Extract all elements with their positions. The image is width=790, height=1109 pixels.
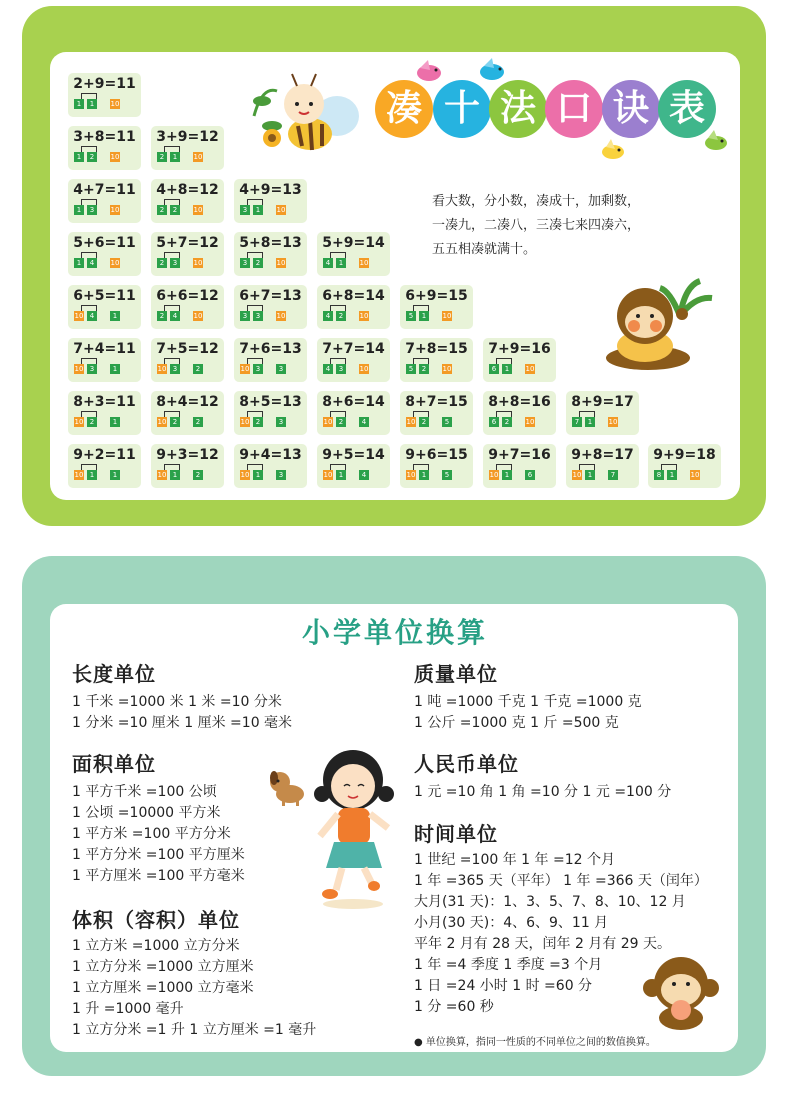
number-square: 10 [276,206,286,214]
conversion-line: 1 世纪 =100 年 1 年 =12 个月 [414,852,615,868]
number-square: 10 [110,153,120,161]
addition-cell [400,444,473,488]
dog-illustration [268,766,308,806]
addition-cell [234,285,307,329]
conversion-line: 1 年 =4 季度 1 季度 =3 个月 [414,957,603,973]
number-square: 1 [336,470,346,480]
number-square: 4 [87,258,97,268]
monkey-illustration [636,952,728,1032]
time-section-title: 时间单位 [414,818,498,847]
number-square: 4 [323,311,333,321]
number-square: 10 [157,418,167,426]
addition-cell [234,391,307,435]
number-square: 10 [110,206,120,214]
equation: 7+9=16 [488,341,551,357]
number-square: 10 [359,259,369,267]
number-square: 4 [359,470,369,480]
addition-cell [234,232,307,276]
equation: 7+5=12 [156,341,219,357]
equation: 4+8=12 [156,182,219,198]
conversion-line: 平年 2 月有 28 天，闰年 2 月有 29 天。 [414,936,672,952]
number-square: 10 [193,259,203,267]
money-section-title: 人民币单位 [414,748,519,777]
number-square: 3 [240,205,250,215]
number-square: 1 [74,99,84,109]
addition-cell [317,444,390,488]
number-square: 1 [336,258,346,268]
number-square: 1 [110,311,120,321]
addition-cell [234,338,307,382]
equation: 2+9=11 [73,76,136,92]
number-square: 2 [253,258,263,268]
addition-cell [151,444,224,488]
number-square: 1 [87,470,97,480]
number-square: 10 [74,365,84,373]
number-square: 10 [442,312,452,320]
number-square: 10 [690,471,700,479]
conversion-line: 1 元 =10 角 1 角 =10 分 1 元 =100 分 [414,784,672,800]
volume-section-title: 体积（容积）单位 [72,904,240,933]
equation: 4+7=11 [73,182,136,198]
addition-cell [234,179,307,223]
bird-icon [414,58,444,84]
title-char: 口 [545,80,603,138]
addition-cell [68,338,141,382]
number-square: 4 [170,311,180,321]
number-square: 6 [489,417,499,427]
number-square: 1 [253,470,263,480]
addition-cell [151,232,224,276]
number-square: 7 [608,470,618,480]
equation: 9+3=12 [156,447,219,463]
equation: 9+4=13 [239,447,302,463]
number-square: 3 [170,364,180,374]
equation: 9+9=18 [653,447,716,463]
conversion-line: 1 立方分米 =1 升 1 立方厘米 =1 毫升 [72,1022,317,1038]
equation: 8+8=16 [488,394,551,410]
number-square: 8 [654,470,664,480]
conversion-line: 1 升 =1000 毫升 [72,1001,184,1017]
number-square: 3 [336,364,346,374]
equation: 5+9=14 [322,235,385,251]
conversion-line: 1 立方米 =1000 立方分米 [72,938,240,954]
number-square: 10 [323,471,333,479]
conversion-line: 1 平方千米 =100 公顷 [72,784,217,800]
number-square: 2 [157,311,167,321]
conversion-line: 1 公斤 =1000 克 1 斤 =500 克 [414,715,619,731]
addition-cell [68,126,141,170]
number-square: 3 [253,364,263,374]
number-square: 10 [157,471,167,479]
equation: 8+9=17 [571,394,634,410]
number-square: 10 [110,259,120,267]
length-lines [72,692,292,734]
footnote: ● 单位换算，指同一性质的不同单位之间的数值换算。 [414,1037,656,1048]
addition-cell [317,232,390,276]
conversion-line: 大月(31 天)：1、3、5、7、8、10、12 月 [414,894,686,910]
number-square: 2 [170,205,180,215]
equation: 6+5=11 [73,288,136,304]
number-square: 5 [406,311,416,321]
conversion-line: 1 立方分米 =1000 立方厘米 [72,959,254,975]
equation: 7+4=11 [73,341,136,357]
number-square: 10 [240,471,250,479]
number-square: 10 [157,365,167,373]
number-square: 4 [359,417,369,427]
length-section-title: 长度单位 [72,658,156,687]
number-square: 10 [110,100,120,108]
number-square: 10 [406,418,416,426]
number-square: 2 [336,417,346,427]
number-square: 10 [572,471,582,479]
equation: 5+6=11 [73,235,136,251]
equation: 6+7=13 [239,288,302,304]
number-square: 1 [74,205,84,215]
conversion-line: 1 平方米 =100 平方分米 [72,826,231,842]
equation: 6+8=14 [322,288,385,304]
mnemonic-verse [432,190,640,262]
addition-cell [566,391,639,435]
number-square: 1 [170,152,180,162]
number-square: 10 [193,206,203,214]
verse-line: 看大数，分小数，凑成十，加剩数， [432,194,641,209]
number-square: 1 [502,364,512,374]
number-square: 2 [502,417,512,427]
equation: 8+5=13 [239,394,302,410]
number-square: 1 [419,470,429,480]
number-square: 1 [585,417,595,427]
equation: 9+7=16 [488,447,551,463]
addition-cell [234,444,307,488]
number-square: 10 [525,418,535,426]
number-square: 10 [240,418,250,426]
number-square: 5 [442,470,452,480]
number-square: 10 [74,471,84,479]
addition-cell [151,285,224,329]
number-square: 10 [525,365,535,373]
number-square: 1 [667,470,677,480]
verse-line: 五五相凑就满十。 [432,242,537,257]
number-square: 2 [193,417,203,427]
bird-icon [598,138,628,164]
number-square: 2 [87,152,97,162]
conversion-line: 1 立方厘米 =1000 立方毫米 [72,980,254,996]
number-square: 2 [193,364,203,374]
monkey-illustration [600,276,716,372]
addition-cell [68,444,141,488]
volume-lines [72,936,316,1041]
number-square: 1 [87,99,97,109]
equation: 9+6=15 [405,447,468,463]
bee-illustration [242,66,362,162]
conversion-line: 1 吨 =1000 千克 1 千克 =1000 克 [414,694,642,710]
number-square: 10 [489,471,499,479]
equation: 9+2=11 [73,447,136,463]
number-square: 1 [74,152,84,162]
number-square: 2 [419,417,429,427]
addition-cell [400,391,473,435]
area-lines [72,782,245,887]
equation: 5+7=12 [156,235,219,251]
conversion-line: 小月(30 天)：4、6、9、11 月 [414,915,609,931]
addition-cell [68,179,141,223]
number-square: 10 [608,418,618,426]
number-square: 2 [419,364,429,374]
number-square: 2 [157,205,167,215]
equation: 8+3=11 [73,394,136,410]
addition-cell [648,444,721,488]
number-square: 10 [276,259,286,267]
addition-cell [317,338,390,382]
conversion-line: 1 分米 =10 厘米 1 厘米 =10 毫米 [72,715,293,731]
addition-cell [68,232,141,276]
number-square: 10 [359,312,369,320]
title-char: 法 [489,80,547,138]
conversion-line: 1 分 =60 秒 [414,999,494,1015]
equation: 3+9=12 [156,129,219,145]
verse-line: 一凑九，二凑八，三凑七来四凑六， [432,218,641,233]
conversion-line: 1 日 =24 小时 1 时 =60 分 [414,978,593,994]
number-square: 1 [110,470,120,480]
equation: 6+9=15 [405,288,468,304]
conversion-line: 1 千米 =1000 米 1 米 =10 分米 [72,694,282,710]
addition-cell [566,444,639,488]
conversion-line: 1 平方厘米 =100 平方毫米 [72,868,245,884]
area-section-title: 面积单位 [72,748,156,777]
equation: 4+9=13 [239,182,302,198]
number-square: 1 [110,364,120,374]
number-square: 2 [336,311,346,321]
number-square: 3 [87,364,97,374]
addition-cell [317,391,390,435]
equation: 8+4=12 [156,394,219,410]
conversion-line: 1 公顷 =10000 平方米 [72,805,221,821]
number-square: 1 [74,258,84,268]
number-square: 10 [74,312,84,320]
bird-icon [476,56,508,84]
equation: 8+7=15 [405,394,468,410]
number-square: 10 [406,471,416,479]
number-square: 1 [502,470,512,480]
equation: 7+6=13 [239,341,302,357]
title-char: 表 [658,80,716,138]
number-square: 1 [253,205,263,215]
addition-cell [151,179,224,223]
number-square: 4 [323,364,333,374]
addition-cell [68,285,141,329]
number-square: 6 [525,470,535,480]
addition-cell [68,73,141,117]
number-square: 4 [323,258,333,268]
number-square: 6 [489,364,499,374]
equation: 7+7=14 [322,341,385,357]
number-square: 1 [170,470,180,480]
addition-cell [151,126,224,170]
number-square: 3 [276,364,286,374]
number-square: 10 [442,365,452,373]
equation: 9+8=17 [571,447,634,463]
number-square: 3 [253,311,263,321]
number-square: 3 [170,258,180,268]
equation: 3+8=11 [73,129,136,145]
number-square: 7 [572,417,582,427]
conversion-line: 1 年 =365 天（平年） 1 年 =366 天（闰年） [414,873,708,889]
number-square: 10 [74,418,84,426]
money-lines [414,782,671,803]
equation: 6+6=12 [156,288,219,304]
number-square: 10 [240,365,250,373]
number-square: 3 [276,417,286,427]
addition-cell [400,338,473,382]
number-square: 1 [110,417,120,427]
equation: 5+8=13 [239,235,302,251]
number-square: 1 [419,311,429,321]
girl-illustration [308,744,404,910]
addition-cell [151,391,224,435]
addition-cell [68,391,141,435]
number-square: 5 [442,417,452,427]
title-char: 十 [433,80,491,138]
number-square: 2 [170,417,180,427]
addition-cell [483,338,556,382]
mass-lines [414,692,642,734]
number-square: 3 [240,258,250,268]
title-char: 凑 [375,80,433,138]
equation: 9+5=14 [322,447,385,463]
number-square: 3 [276,470,286,480]
number-square: 3 [240,311,250,321]
addition-cell [151,338,224,382]
conversion-line: 1 平方分米 =100 平方厘米 [72,847,245,863]
number-square: 4 [87,311,97,321]
mass-section-title: 质量单位 [414,658,498,687]
number-square: 2 [253,417,263,427]
equation: 8+6=14 [322,394,385,410]
addition-cell [400,285,473,329]
number-square: 2 [87,417,97,427]
title-char: 诀 [602,80,660,138]
equation: 7+8=15 [405,341,468,357]
conversion-title: 小学单位换算 [301,616,488,649]
number-square: 2 [157,152,167,162]
bird-icon [700,128,732,156]
number-square: 5 [406,364,416,374]
addition-cell [317,285,390,329]
number-square: 10 [359,365,369,373]
number-square: 10 [193,312,203,320]
addition-cell [483,391,556,435]
number-square: 10 [323,418,333,426]
number-square: 10 [276,312,286,320]
addition-cell [483,444,556,488]
number-square: 3 [87,205,97,215]
number-square: 10 [193,153,203,161]
number-square: 1 [585,470,595,480]
number-square: 2 [193,470,203,480]
number-square: 2 [157,258,167,268]
